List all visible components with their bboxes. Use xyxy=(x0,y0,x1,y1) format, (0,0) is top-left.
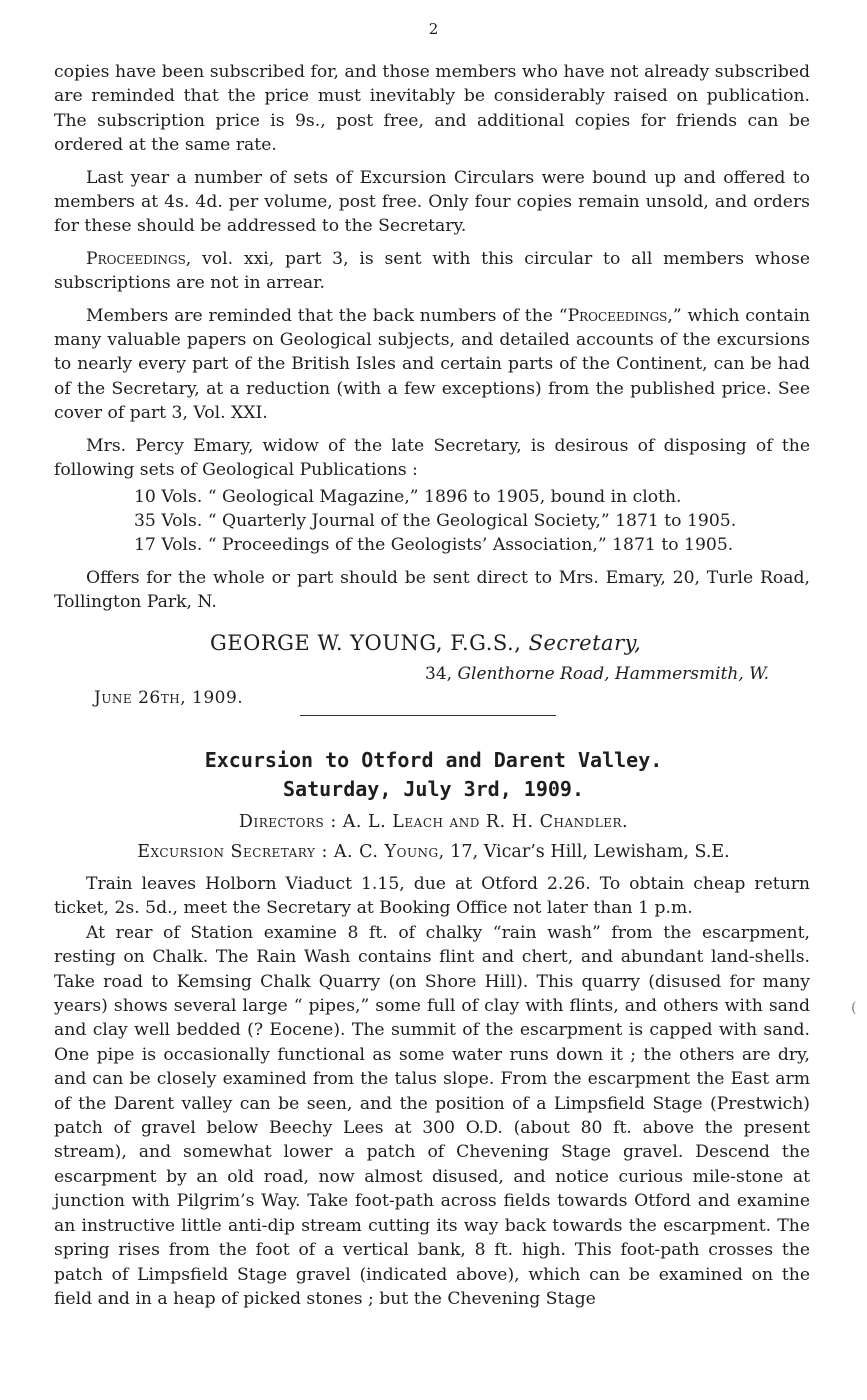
proceedings-text: vol. xxi, part 3, is sent with this circular to all members whose subscriptions are not in arrear. xyxy=(54,248,810,294)
margin-mark: ( xyxy=(851,1000,857,1016)
back-numbers-text: which contain many valuable papers on Geological subjects, and detailed accounts of the excursions to nearly every part of the British Isles and certain parts of the Continent, can be had of the Secretary, at a reduction (with a few exceptions) from the published price. See cover of part 3, Vol. XXI. xyxy=(54,305,811,424)
secretary-label: Excursion Secretary : A. C. Young, xyxy=(137,842,445,862)
list-item: 35 Vols. “ Quarterly Journal of the Geological Society,” 1871 to 1905. xyxy=(134,510,737,531)
publications-list xyxy=(134,485,810,558)
address-number: 34, xyxy=(425,664,453,684)
secretary-address: 17, Vicar’s Hill, Lewisham, S.E. xyxy=(450,842,730,862)
excursion-title: Excursion to Otford and Darent Valley. xyxy=(204,748,663,772)
emary-paragraph: Mrs. Percy Emary, widow of the late Secretary, is desirous of disposing of the following sets of Geological Publications : xyxy=(54,435,810,481)
members-lead: Members are reminded that the back numbers of the xyxy=(86,305,553,326)
signatory-title: Secretary, xyxy=(528,631,642,655)
section-divider xyxy=(300,715,556,716)
excursion-directors: Directors : A. L. Leach and R. H. Chandler. xyxy=(238,812,629,832)
train-paragraph: Train leaves Holborn Viaduct 1.15, due at Otford 2.26. To obtain cheap return ticket, 2s. 5d., meet the Secretary at Booking Office not later than 1 p.m. xyxy=(54,874,810,919)
address-postal: W. xyxy=(749,664,770,684)
page-number: 2 xyxy=(428,20,439,38)
offers-paragraph: Offers for the whole or part should be sent direct to Mrs. Emary, 20, Turle Road, Tollington Park, N. xyxy=(54,567,810,613)
issue-date: June 26th, 1909. xyxy=(94,688,244,708)
proceedings-paragraph xyxy=(54,247,810,296)
intro-section xyxy=(54,60,810,623)
members-quote: “Proceedings,” xyxy=(558,305,682,326)
continuation-paragraph: copies have been subscribed for, and those members who have not already subscribed are reminded that the price must inevitably be considerably raised on publication. The subscription price is 9s., post free, and additional copies for friends can be ordered at the same rate. xyxy=(54,62,810,156)
list-item: 10 Vols. “ Geological Magazine,” 1896 to 1905, bound in cloth. xyxy=(134,486,682,507)
signatory-name: GEORGE W. YOUNG, F.G.S., xyxy=(210,631,522,655)
excursion-body xyxy=(54,872,810,1311)
excursion-circulars-paragraph: Last year a number of sets of Excursion Circulars were bound up and offered to members at 4s. 4d. per volume, post free. Only four copies remain unsold, and orders for these should be addressed to the Secretary. xyxy=(54,167,810,237)
secretary-address xyxy=(425,662,769,686)
excursion-secretary xyxy=(0,840,867,864)
route-paragraph: At rear of Station examine 8 ft. of chalky “rain wash” from the escarpment, resting on Chalk. The Rain Wash contains flint and chert, and abundant land-shells. Take road to Kemsing Chalk Quarry (on Shore Hill). This quarry (disused for many years) shows several large “ pipes,” some full of clay with flints, and others with sand and clay well bedded (? Eocene). The summit of the escarpment is capped with sand. One pipe is occasionally functional as some water runs down it ; the others are dry, and can be closely examined from the talus slope. From the escarpment the East arm of the Darent valley can be seen, and the position of a Limpsfield Stage (Prestwich) patch of gravel below Beechy Lees at 300 O.D. (about 80 ft. above the present stream), and somewhat lower a patch of Chevening Stage gravel. Descend the escarpment by an old road, now almost disused, and notice curious mile-stone at junction with Pilgrim’s Way. Take foot-path across fields towards Otford and examine an instructive little anti-dip stream cutting its way back towards the escarpment. The spring rises from the foot of a vertical bank, 8 ft. high. This foot-path crosses the patch of Limpsfield Stage gravel (indicated above), which can be examined on the field and in a heap of picked stones ; but the Chevening Stage xyxy=(54,922,810,1309)
list-item: 17 Vols. “ Proceedings of the Geologists’ Association,” 1871 to 1905. xyxy=(134,535,734,556)
signature-line xyxy=(210,629,641,657)
back-numbers-paragraph xyxy=(54,304,810,426)
address-street: Glenthorne Road, Hammersmith, xyxy=(457,664,744,684)
proceedings-word: Proceedings, xyxy=(86,248,192,269)
excursion-date: Saturday, July 3rd, 1909. xyxy=(282,777,585,801)
